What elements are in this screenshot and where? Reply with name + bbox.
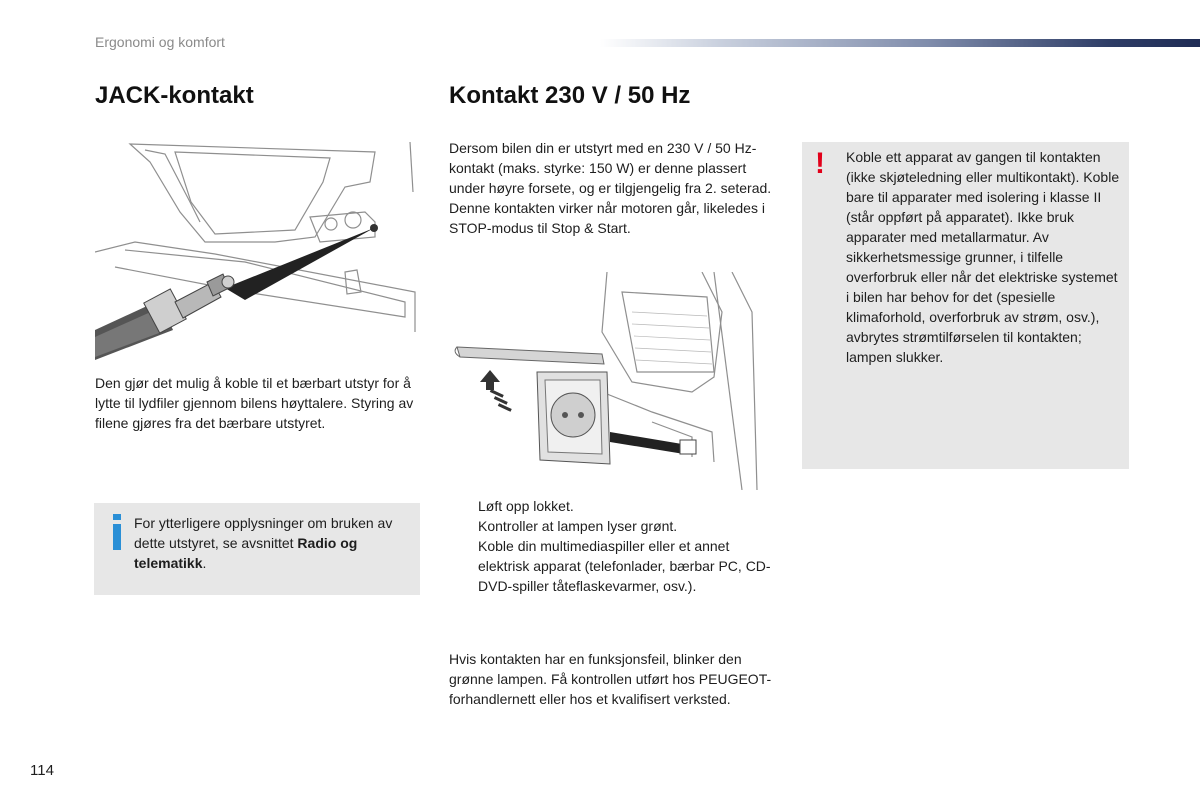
info-text-bold: Radio og telematikk — [134, 535, 358, 571]
jack-description: Den gjør det mulig å koble til et bærbart utstyr for å lytte til lydfiler gjennom bilens høyttalere. Styring av filene gjøres fra det bærbare utstyret. — [95, 375, 414, 431]
socket-title: Kontakt 230 V / 50 Hz — [449, 82, 691, 109]
warning-text: Koble ett apparat av gangen til kontakten (ikke skjøteledning eller multikontakt). Koble bare til apparater med isolering i klasse II (står oppført på apparatet). Ikke bruk apparater med metallarmatur. Av sikkerhetsmessige grunner, i tilfelle overforbruk eller når det elektriske systemet i bilen har behov for det (spesielle klimaforhold, overforbruk av strøm, osv.), avbrytes strømtilførselen til kontakten; lampen slukker. — [846, 149, 1120, 365]
page-number: 114 — [30, 762, 54, 779]
socket-fault-text: Hvis kontakten har en funksjonsfeil, blinker den grønne lampen. Få kontrollen utført hos PEUGEOT-forhandlernett eller hos et kvalifisert verksted. — [449, 651, 772, 707]
list-item: Koble din multimediaspiller eller et annet elektrisk apparat (telefonlader, bærbar PC, CD-DVD-spiller tåteflaskevarmer, osv.). — [478, 538, 771, 594]
socket-intro: Dersom bilen din er utstyrt med en 230 V / 50 Hz-kontakt (maks. styrke: 150 W) er denne plassert under høyre forsete, og er tilgjengelig fra 2. seterad. Denne kontakten virker når motoren går, likeledes i STOP-modus til Stop & Start. — [449, 140, 772, 236]
section-label: Ergonomi og komfort — [95, 34, 225, 50]
jack-title: JACK-kontakt — [95, 82, 254, 109]
info-text: For ytterligere opplysninger om bruken av dette utstyret, se avsnittet Radio og telematikk. — [134, 515, 393, 571]
socket-steps-list — [449, 496, 779, 596]
jack-socket-illustration — [95, 142, 417, 360]
info-icon — [110, 514, 124, 550]
header-gradient-bar — [600, 39, 1200, 47]
list-item: Kontroller at lampen lyser grønt. — [478, 518, 678, 534]
list-item: Løft opp lokket. — [478, 498, 574, 514]
warning-exclamation-icon: ! — [815, 147, 825, 180]
socket-230v-illustration — [452, 272, 772, 490]
